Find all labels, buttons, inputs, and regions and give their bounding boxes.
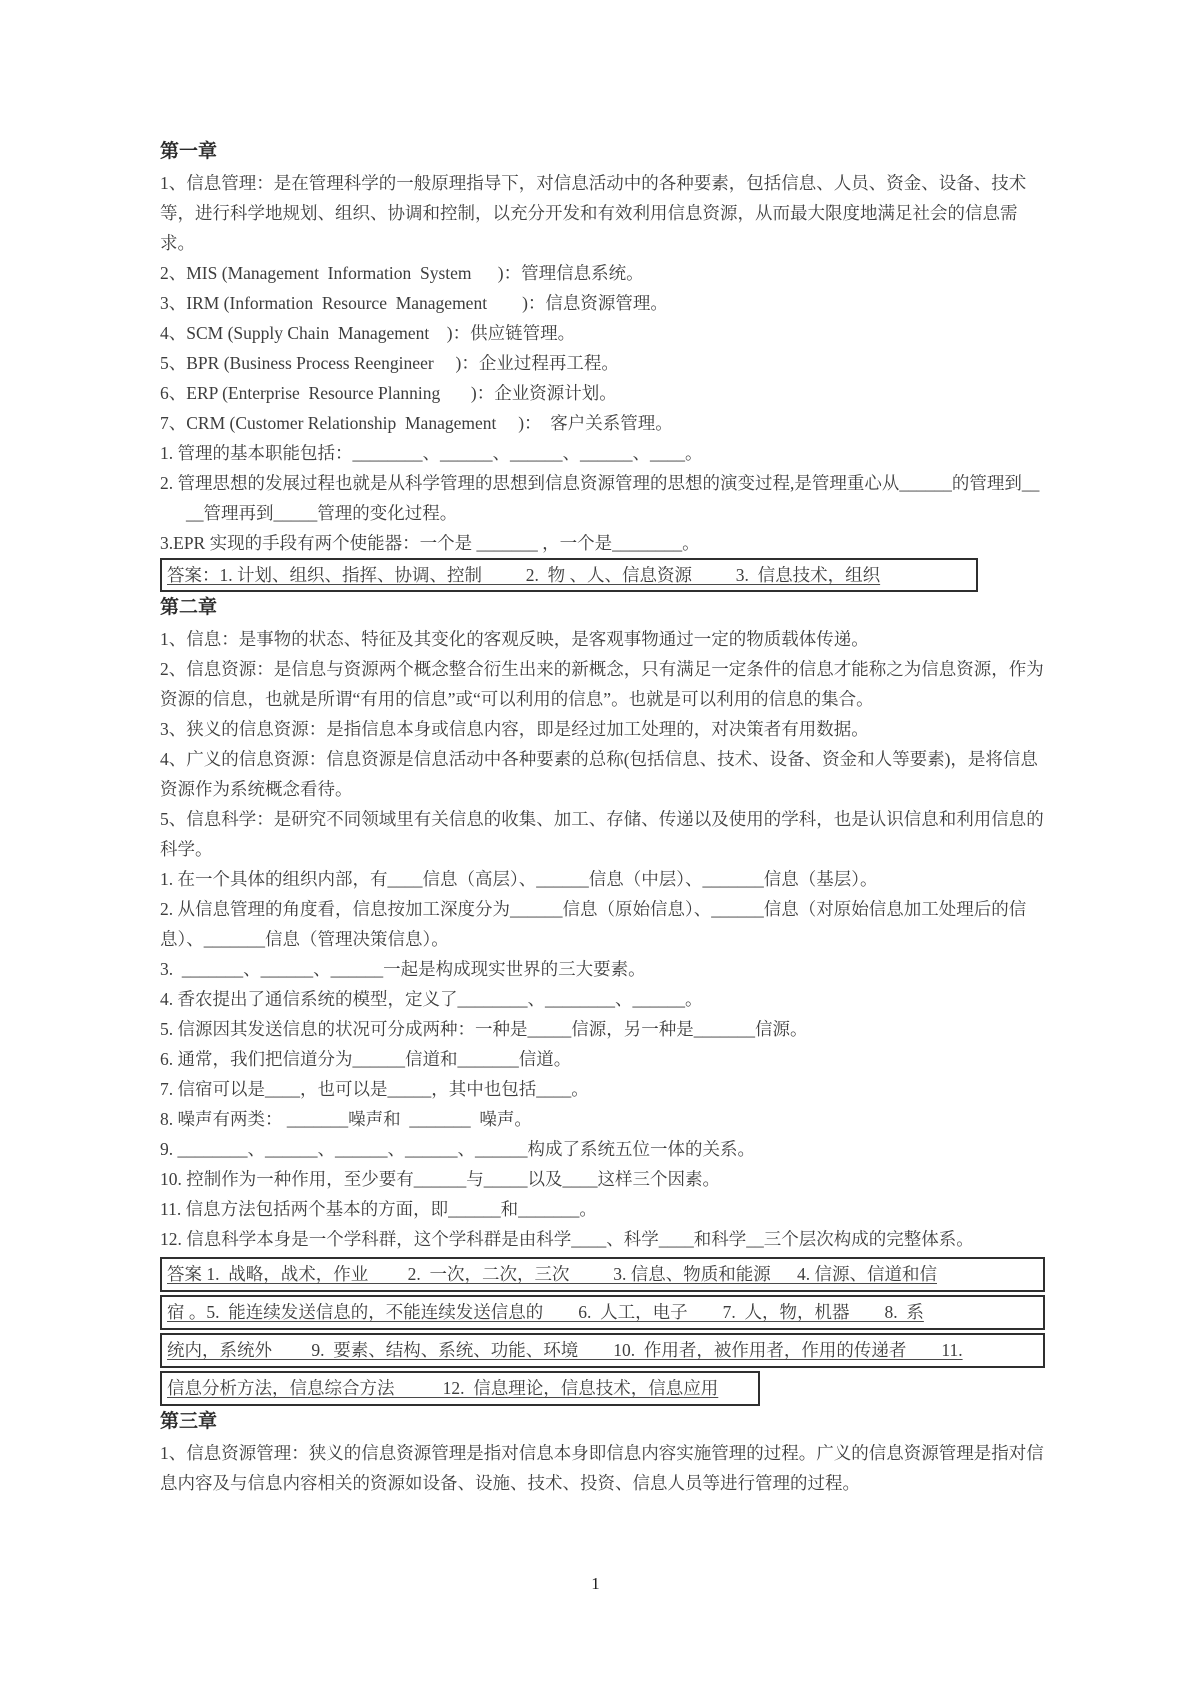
ch2-answer-row-4: 信息分析方法，信息综合方法 12. 信息理论，信息技术，信息应用 bbox=[160, 1371, 760, 1406]
ch2-definition-4: 4、广义的信息资源：信息资源是信息活动中各种要素的总称(包括信息、技术、设备、资金和人等要素)，是将信息资源作为系统概念看待。 bbox=[160, 749, 1038, 799]
ch2-question-2: 2. 从信息管理的角度看，信息按加工深度分为______信息（原始信息）、______信息（对原始信息加工处理后的信息）、_______信息（管理决策信息）。 bbox=[160, 899, 1027, 949]
ch1-definition-2: 2、MIS (Management Information System )：管理信息系统。 bbox=[160, 263, 644, 283]
ch2-question-1: 1. 在一个具体的组织内部，有____信息（高层）、______信息（中层）、_______信息（基层）。 bbox=[160, 869, 878, 889]
page-number: 1 bbox=[591, 1574, 600, 1593]
ch2-answer-row-3: 统内，系统外 9. 要素、结构、系统、功能、环境 10. 作用者，被作用者，作用的传递者 11. bbox=[160, 1333, 1045, 1368]
ch2-question-10: 10. 控制作为一种作用，至少要有______与_____以及____这样三个因素。 bbox=[160, 1169, 720, 1189]
ch2-question-7: 7. 信宿可以是____，也可以是_____，其中也包括____。 bbox=[160, 1079, 589, 1099]
ch2-question-9: 9. ________、______、______、______、______构成了系统五位一体的关系。 bbox=[160, 1139, 755, 1159]
ch3-definition-1: 1、信息资源管理：狭义的信息资源管理是指对信息本身即信息内容实施管理的过程。广义的信息资源管理是指对信息内容及与信息内容相关的资源如设备、设施、技术、投资、信息人员等进行管理的过程。 bbox=[160, 1443, 1044, 1493]
ch2-question-8: 8. 噪声有两类： _______噪声和 _______ 噪声。 bbox=[160, 1109, 532, 1129]
ch1-definition-3: 3、IRM (Information Resource Management )：信息资源管理。 bbox=[160, 293, 668, 313]
ch2-answer-box bbox=[160, 1257, 1045, 1406]
ch2-definition-3: 3、狭义的信息资源：是指信息本身或信息内容，即是经过加工处理的，对决策者有用数据。 bbox=[160, 719, 869, 739]
ch2-question-12: 12. 信息科学本身是一个学科群，这个学科群是由科学____、科学____和科学__三个层次构成的完整体系。 bbox=[160, 1229, 974, 1249]
ch1-definition-6: 6、ERP (Enterprise Resource Planning )：企业资源计划。 bbox=[160, 383, 617, 403]
ch1-definition-4: 4、SCM (Supply Chain Management )：供应链管理。 bbox=[160, 323, 576, 343]
chapter-1-title: 第一章 bbox=[160, 141, 218, 162]
ch1-definition-7: 7、CRM (Customer Relationship Management )： 客户关系管理。 bbox=[160, 413, 673, 433]
ch2-question-4: 4. 香农提出了通信系统的模型，定义了________、________、______。 bbox=[160, 989, 703, 1009]
ch2-question-6: 6. 通常，我们把信道分为______信道和_______信道。 bbox=[160, 1049, 572, 1069]
document-content bbox=[160, 136, 1045, 1498]
ch1-definition-1: 1、信息管理：是在管理科学的一般原理指导下，对信息活动中的各种要素，包括信息、人员、资金、设备、技术等，进行科学地规划、组织、协调和控制，以充分开发和有效利用信息资源，从而最大限度地满足社会的信息需求。 bbox=[160, 173, 1027, 253]
ch2-answer-row-1: 答案 1. 战略，战术，作业 2. 一次，二次，三次 3. 信息、物质和能源 4. 信源、信道和信 bbox=[160, 1257, 1045, 1292]
ch2-question-11: 11. 信息方法包括两个基本的方面，即______和_______。 bbox=[160, 1199, 597, 1219]
ch2-question-5: 5. 信源因其发送信息的状况可分成两种：一种是_____信源，另一种是_______信源。 bbox=[160, 1019, 808, 1039]
ch1-answer-box: 答案：1. 计划、组织、指挥、协调、控制 2. 物 、人、信息资源 3. 信息技术，组织 bbox=[160, 558, 978, 592]
ch2-definition-5: 5、信息科学：是研究不同领域里有关信息的收集、加工、存储、传递以及使用的学科，也是认识信息和利用信息的科学。 bbox=[160, 809, 1044, 859]
ch1-question-2: 2. 管理思想的发展过程也就是从科学管理的思想到信息资源管理的思想的演变过程,是管理重心从______的管理到____管理再到_____管理的变化过程。 bbox=[160, 473, 1040, 523]
ch2-question-3: 3. _______、______、______一起是构成现实世界的三大要素。 bbox=[160, 959, 646, 979]
ch2-definition-1: 1、信息：是事物的状态、特征及其变化的客观反映，是客观事物通过一定的物质载体传递。 bbox=[160, 629, 869, 649]
ch1-definition-5: 5、BPR (Business Process Reengineer )：企业过程再工程。 bbox=[160, 353, 619, 373]
ch2-definition-2: 2、信息资源：是信息与资源两个概念整合衍生出来的新概念，只有满足一定条件的信息才能称之为信息资源，作为资源的信息，也就是所谓“有用的信息”或“可以利用的信息”。也就是可以利用的信息的集合。 bbox=[160, 659, 1044, 709]
chapter-3-title: 第三章 bbox=[160, 1411, 218, 1432]
ch2-answer-row-2: 宿 。5. 能连续发送信息的，不能连续发送信息的 6. 人工，电子 7. 人，物，机器 8. 系 bbox=[160, 1295, 1045, 1330]
chapter-2-title: 第二章 bbox=[160, 597, 218, 618]
ch1-question-3: 3.EPR 实现的手段有两个使能器：一个是 _______ ，一个是________。 bbox=[160, 533, 700, 553]
ch1-question-1: 1. 管理的基本职能包括：________、______、______、______、____。 bbox=[160, 443, 703, 463]
